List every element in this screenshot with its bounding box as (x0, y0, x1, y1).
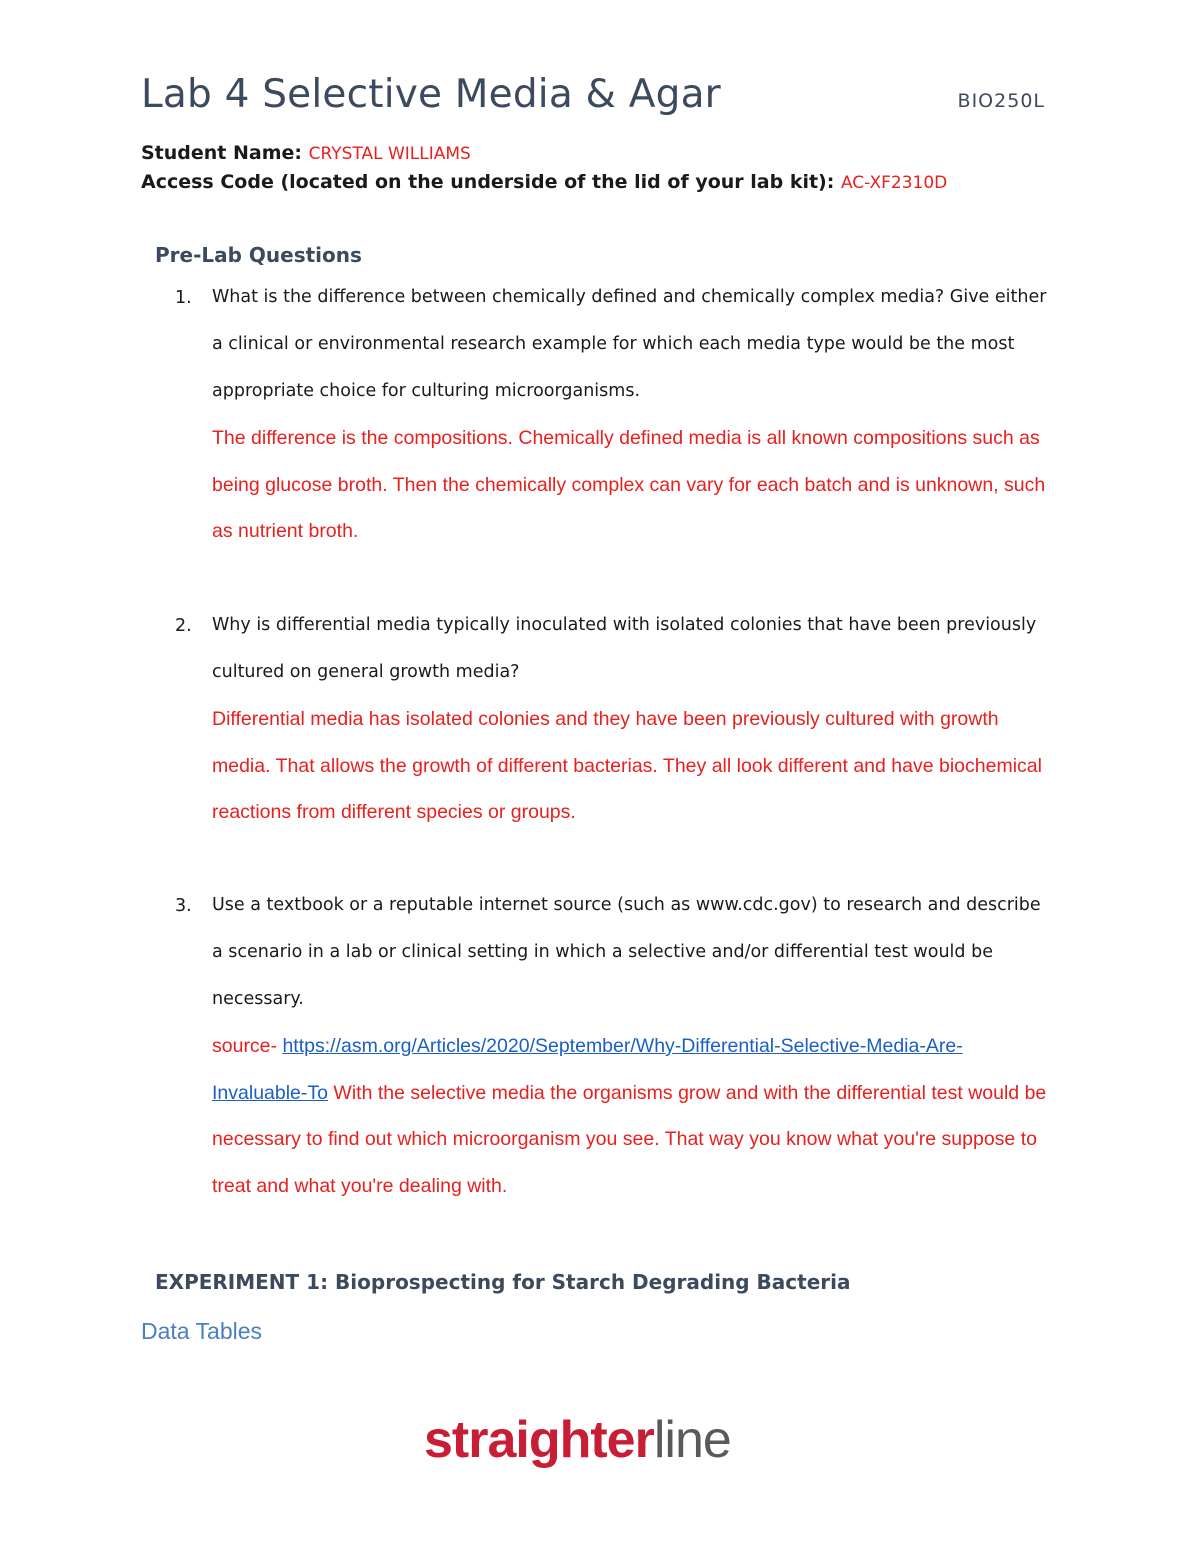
logo-light-part: line (653, 1411, 731, 1469)
question-number: 1. (175, 288, 192, 308)
access-code-value: AC-XF2310D (840, 173, 948, 193)
document-title: Lab 4 Selective Media & Agar (141, 72, 721, 117)
source-link[interactable]: https://asm.org/Articles/2020/September/Why-Differential-Selective-Media-Are-Invaluable-To (212, 1035, 963, 1104)
question-text: Why is differential media typically inoculated with isolated colonies that have been previously cultured on general growth media? (212, 615, 1037, 682)
straighterline-logo (424, 1410, 731, 1470)
experiment-heading: EXPERIMENT 1: Bioprospecting for Starch Degrading Bacteria (155, 1270, 851, 1294)
student-name-label: Student Name (141, 142, 295, 164)
answer-continuation: With the selective media the organisms grow and with the differential test would be necessary to find out which microorganism you see. That way you know what you're suppose to treat and what you're dealing with. (212, 1081, 1047, 1197)
source-prefix: source- (212, 1035, 283, 1057)
data-tables-heading: Data Tables (141, 1318, 263, 1344)
question-number: 3. (175, 896, 192, 916)
answer-text (212, 1023, 1055, 1209)
student-name-line: Student Name: CRYSTAL WILLIAMS (141, 142, 471, 164)
question-number: 2. (175, 616, 192, 636)
question-text: What is the difference between chemically defined and chemically complex media? Give either a clinical or environmental research example for which each media type would be the most appropriate choice for culturing microorganisms. (212, 287, 1047, 401)
student-name-value: CRYSTAL WILLIAMS (308, 144, 471, 164)
question-1 (175, 288, 1055, 555)
question-text: Use a textbook or a reputable internet source (such as www.cdc.gov) to research and describe a scenario in a lab or clinical setting in which a selective and/or differential test would be necessary. (212, 895, 1041, 1009)
answer-text: The difference is the compositions. Chemically defined media is all known compositions such as being glucose broth. Then the chemically complex can vary for each batch and is unknown, such as nutrient broth. (212, 427, 1046, 542)
question-3 (175, 896, 1055, 1209)
course-code: BIO250L (957, 90, 1045, 112)
answer-text: Differential media has isolated colonies and they have been previously cultured with growth media. That allows the growth of different bacterias. They all look different and have biochemical reactions from different species or groups. (212, 708, 1042, 823)
prelab-heading: Pre-Lab Questions (155, 243, 362, 267)
question-2 (175, 616, 1055, 836)
experiment-label: EXPERIMENT 1 (155, 1270, 321, 1294)
experiment-title: Bioprospecting for Starch Degrading Bacteria (335, 1270, 851, 1294)
access-code-line: Access Code (located on the underside of the lid of your lab kit): AC-XF2310D (141, 171, 948, 193)
access-code-label: Access Code (located on the underside of the lid of your lab kit) (141, 171, 827, 193)
logo-strong-part: straighter (424, 1411, 654, 1469)
